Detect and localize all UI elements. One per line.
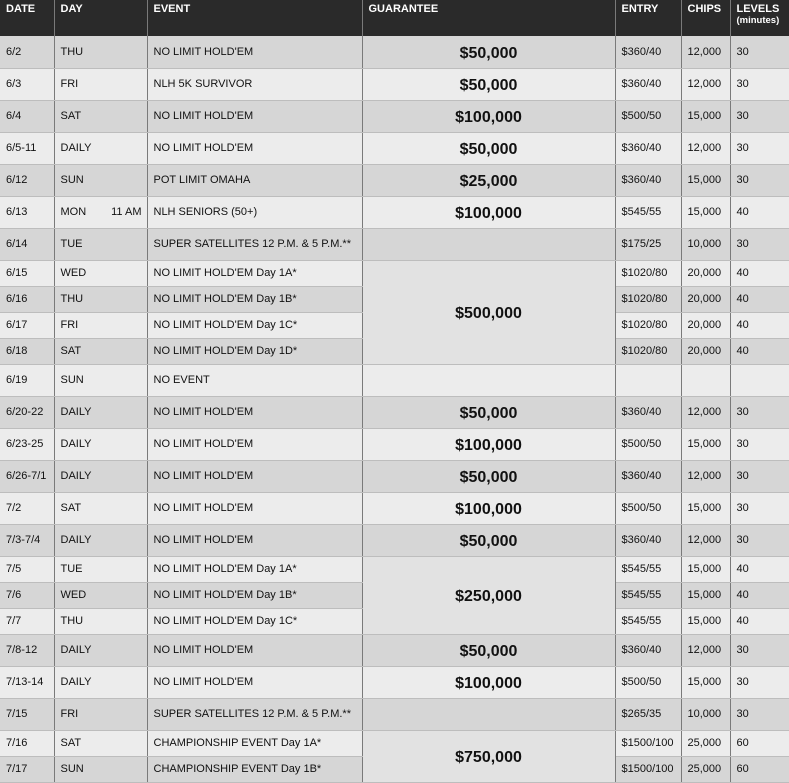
day-label: THU (60, 615, 84, 627)
levels-cell: 30 (730, 132, 789, 164)
day-cell (54, 492, 147, 524)
chips-cell: 12,000 (681, 68, 730, 100)
day-cell (54, 428, 147, 460)
entry-cell: $545/55 (615, 608, 681, 634)
event-cell: NO LIMIT HOLD'EM Day 1B* (147, 286, 362, 312)
levels-cell: 40 (730, 582, 789, 608)
day-label: FRI (60, 708, 79, 720)
event-cell: NO LIMIT HOLD'EM (147, 132, 362, 164)
event-cell: NO LIMIT HOLD'EM (147, 524, 362, 556)
day-cell (54, 582, 147, 608)
event-cell: CHAMPIONSHIP EVENT Day 1A* (147, 730, 362, 756)
entry-cell: $545/55 (615, 582, 681, 608)
header-row (0, 0, 789, 36)
day-cell (54, 228, 147, 260)
day-cell (54, 286, 147, 312)
event-cell: NO LIMIT HOLD'EM (147, 460, 362, 492)
levels-cell: 30 (730, 460, 789, 492)
day-cell (54, 164, 147, 196)
column-header-day: DAY (54, 0, 147, 36)
guarantee-cell: $250,000 (362, 556, 615, 634)
guarantee-cell: $50,000 (362, 36, 615, 68)
entry-cell: $175/25 (615, 228, 681, 260)
day-label: DAILY (60, 406, 92, 418)
chips-cell: 25,000 (681, 730, 730, 756)
date-cell: 7/2 (0, 492, 54, 524)
table-row (0, 132, 789, 164)
chips-cell: 15,000 (681, 100, 730, 132)
entry-cell: $360/40 (615, 634, 681, 666)
date-cell: 7/16 (0, 730, 54, 756)
levels-cell: 30 (730, 36, 789, 68)
day-cell (54, 260, 147, 286)
day-cell (54, 196, 147, 228)
date-cell: 6/23-25 (0, 428, 54, 460)
table-row (0, 396, 789, 428)
entry-cell (615, 364, 681, 396)
day-cell (54, 364, 147, 396)
entry-cell: $360/40 (615, 524, 681, 556)
entry-cell: $500/50 (615, 492, 681, 524)
day-label: DAILY (60, 438, 92, 450)
levels-cell (730, 364, 789, 396)
entry-cell: $360/40 (615, 36, 681, 68)
chips-cell: 15,000 (681, 556, 730, 582)
day-label: THU (60, 293, 84, 305)
event-cell: NO LIMIT HOLD'EM (147, 428, 362, 460)
day-cell (54, 556, 147, 582)
levels-cell: 30 (730, 698, 789, 730)
date-cell: 7/7 (0, 608, 54, 634)
column-header-chips: CHIPS (681, 0, 730, 36)
event-cell: NO LIMIT HOLD'EM Day 1D* (147, 338, 362, 364)
date-cell: 7/6 (0, 582, 54, 608)
guarantee-cell (362, 228, 615, 260)
levels-cell: 30 (730, 228, 789, 260)
entry-cell: $360/40 (615, 132, 681, 164)
day-cell (54, 338, 147, 364)
entry-cell: $500/50 (615, 666, 681, 698)
levels-cell: 30 (730, 634, 789, 666)
day-label: DAILY (60, 644, 92, 656)
entry-cell: $500/50 (615, 428, 681, 460)
levels-cell: 30 (730, 492, 789, 524)
date-cell: 7/5 (0, 556, 54, 582)
date-cell: 6/14 (0, 228, 54, 260)
guarantee-cell: $100,000 (362, 428, 615, 460)
day-cell (54, 132, 147, 164)
day-label: DAILY (60, 534, 92, 546)
chips-cell: 15,000 (681, 666, 730, 698)
table-row (0, 260, 789, 286)
event-cell: NO LIMIT HOLD'EM Day 1C* (147, 312, 362, 338)
day-cell (54, 312, 147, 338)
entry-cell: $545/55 (615, 196, 681, 228)
levels-cell: 40 (730, 312, 789, 338)
chips-cell: 10,000 (681, 228, 730, 260)
table-row (0, 698, 789, 730)
entry-cell: $545/55 (615, 556, 681, 582)
day-cell (54, 68, 147, 100)
date-cell: 6/2 (0, 36, 54, 68)
day-label: FRI (60, 319, 79, 331)
day-label: WED (60, 267, 87, 279)
guarantee-cell: $25,000 (362, 164, 615, 196)
table-row (0, 556, 789, 582)
event-cell: NO LIMIT HOLD'EM (147, 396, 362, 428)
column-header-event: EVENT (147, 0, 362, 36)
chips-cell: 20,000 (681, 338, 730, 364)
levels-unit-label: (minutes) (736, 15, 780, 26)
column-header-date: DATE (0, 0, 54, 36)
day-label: SAT (60, 110, 82, 122)
schedule-body (0, 36, 789, 782)
day-cell (54, 36, 147, 68)
levels-cell: 40 (730, 286, 789, 312)
day-cell (54, 524, 147, 556)
guarantee-cell (362, 698, 615, 730)
date-cell: 7/3-7/4 (0, 524, 54, 556)
day-cell (54, 730, 147, 756)
table-row (0, 492, 789, 524)
event-cell: NO LIMIT HOLD'EM Day 1A* (147, 260, 362, 286)
event-cell: POT LIMIT OMAHA (147, 164, 362, 196)
levels-label: LEVELS (736, 3, 780, 15)
entry-cell: $360/40 (615, 396, 681, 428)
day-cell (54, 460, 147, 492)
table-row (0, 634, 789, 666)
table-row (0, 364, 789, 396)
date-cell: 6/26-7/1 (0, 460, 54, 492)
day-cell (54, 608, 147, 634)
date-cell: 6/18 (0, 338, 54, 364)
chips-cell: 10,000 (681, 698, 730, 730)
day-label: WED (60, 589, 87, 601)
date-cell: 6/4 (0, 100, 54, 132)
event-cell: NO LIMIT HOLD'EM (147, 666, 362, 698)
date-cell: 6/17 (0, 312, 54, 338)
levels-cell: 30 (730, 396, 789, 428)
levels-cell: 40 (730, 338, 789, 364)
guarantee-cell: $50,000 (362, 524, 615, 556)
start-time-label: 11 AM (111, 206, 142, 218)
date-cell: 6/13 (0, 196, 54, 228)
date-cell: 7/13-14 (0, 666, 54, 698)
levels-cell: 40 (730, 260, 789, 286)
day-label: TUE (60, 563, 83, 575)
entry-cell: $1020/80 (615, 312, 681, 338)
entry-cell: $1500/100 (615, 730, 681, 756)
chips-cell: 12,000 (681, 132, 730, 164)
guarantee-cell: $50,000 (362, 460, 615, 492)
event-cell: NO LIMIT HOLD'EM (147, 492, 362, 524)
event-cell: NO LIMIT HOLD'EM (147, 36, 362, 68)
event-cell: NO LIMIT HOLD'EM Day 1C* (147, 608, 362, 634)
date-cell: 6/5-11 (0, 132, 54, 164)
guarantee-cell: $50,000 (362, 68, 615, 100)
table-row (0, 164, 789, 196)
levels-cell: 30 (730, 164, 789, 196)
levels-cell: 30 (730, 100, 789, 132)
table-row (0, 460, 789, 492)
entry-cell: $360/40 (615, 460, 681, 492)
date-cell: 7/15 (0, 698, 54, 730)
chips-cell: 12,000 (681, 634, 730, 666)
table-row (0, 428, 789, 460)
chips-cell: 20,000 (681, 312, 730, 338)
date-cell: 6/12 (0, 164, 54, 196)
entry-cell: $1500/100 (615, 756, 681, 782)
column-header-levels (730, 0, 789, 36)
event-cell: NO LIMIT HOLD'EM (147, 634, 362, 666)
chips-cell: 12,000 (681, 524, 730, 556)
guarantee-cell: $100,000 (362, 100, 615, 132)
table-row (0, 666, 789, 698)
levels-cell: 40 (730, 608, 789, 634)
day-cell (54, 396, 147, 428)
event-cell: NO LIMIT HOLD'EM Day 1A* (147, 556, 362, 582)
table-row (0, 524, 789, 556)
levels-cell: 40 (730, 556, 789, 582)
chips-cell: 12,000 (681, 36, 730, 68)
entry-cell: $360/40 (615, 164, 681, 196)
day-cell (54, 756, 147, 782)
guarantee-cell: $50,000 (362, 396, 615, 428)
table-row (0, 100, 789, 132)
guarantee-cell (362, 364, 615, 396)
table-row (0, 36, 789, 68)
guarantee-cell: $100,000 (362, 196, 615, 228)
day-label: SUN (60, 374, 84, 386)
event-cell: NO LIMIT HOLD'EM (147, 100, 362, 132)
event-cell: NO EVENT (147, 364, 362, 396)
day-label: DAILY (60, 142, 92, 154)
chips-cell: 25,000 (681, 756, 730, 782)
table-row (0, 196, 789, 228)
chips-cell: 20,000 (681, 260, 730, 286)
chips-cell: 15,000 (681, 582, 730, 608)
guarantee-cell: $750,000 (362, 730, 615, 782)
chips-cell: 20,000 (681, 286, 730, 312)
date-cell: 6/20-22 (0, 396, 54, 428)
event-cell: SUPER SATELLITES 12 P.M. & 5 P.M.** (147, 698, 362, 730)
day-cell (54, 634, 147, 666)
day-label: MON (60, 206, 87, 218)
entry-cell: $500/50 (615, 100, 681, 132)
levels-cell: 30 (730, 428, 789, 460)
event-cell: SUPER SATELLITES 12 P.M. & 5 P.M.** (147, 228, 362, 260)
date-cell: 6/15 (0, 260, 54, 286)
day-cell (54, 698, 147, 730)
entry-cell: $1020/80 (615, 260, 681, 286)
entry-cell: $360/40 (615, 68, 681, 100)
chips-cell: 15,000 (681, 196, 730, 228)
date-cell: 7/8-12 (0, 634, 54, 666)
column-header-entry: ENTRY (615, 0, 681, 36)
chips-cell (681, 364, 730, 396)
event-cell: NLH 5K SURVIVOR (147, 68, 362, 100)
levels-cell: 40 (730, 196, 789, 228)
day-label: SAT (60, 345, 82, 357)
day-label: SAT (60, 502, 82, 514)
day-label: TUE (60, 238, 83, 250)
day-cell (54, 666, 147, 698)
date-cell: 6/19 (0, 364, 54, 396)
event-cell: NLH SENIORS (50+) (147, 196, 362, 228)
guarantee-cell: $100,000 (362, 666, 615, 698)
date-cell: 6/3 (0, 68, 54, 100)
chips-cell: 15,000 (681, 428, 730, 460)
levels-cell: 30 (730, 666, 789, 698)
entry-cell: $1020/80 (615, 338, 681, 364)
day-label: SUN (60, 763, 84, 775)
chips-cell: 15,000 (681, 608, 730, 634)
guarantee-cell: $50,000 (362, 132, 615, 164)
levels-cell: 30 (730, 68, 789, 100)
table-row (0, 730, 789, 756)
day-label: SUN (60, 174, 84, 186)
day-label: SAT (60, 737, 82, 749)
event-cell: CHAMPIONSHIP EVENT Day 1B* (147, 756, 362, 782)
chips-cell: 12,000 (681, 396, 730, 428)
guarantee-cell: $50,000 (362, 634, 615, 666)
chips-cell: 15,000 (681, 492, 730, 524)
day-label: FRI (60, 78, 79, 90)
guarantee-cell: $100,000 (362, 492, 615, 524)
entry-cell: $265/35 (615, 698, 681, 730)
day-cell (54, 100, 147, 132)
levels-cell: 60 (730, 730, 789, 756)
day-label: DAILY (60, 470, 92, 482)
table-row (0, 68, 789, 100)
levels-cell: 30 (730, 524, 789, 556)
levels-cell: 60 (730, 756, 789, 782)
chips-cell: 12,000 (681, 460, 730, 492)
table-row (0, 228, 789, 260)
entry-cell: $1020/80 (615, 286, 681, 312)
day-label: DAILY (60, 676, 92, 688)
chips-cell: 15,000 (681, 164, 730, 196)
date-cell: 7/17 (0, 756, 54, 782)
guarantee-cell: $500,000 (362, 260, 615, 364)
date-cell: 6/16 (0, 286, 54, 312)
event-cell: NO LIMIT HOLD'EM Day 1B* (147, 582, 362, 608)
day-label: THU (60, 45, 84, 58)
column-header-guarantee: GUARANTEE (362, 0, 615, 36)
